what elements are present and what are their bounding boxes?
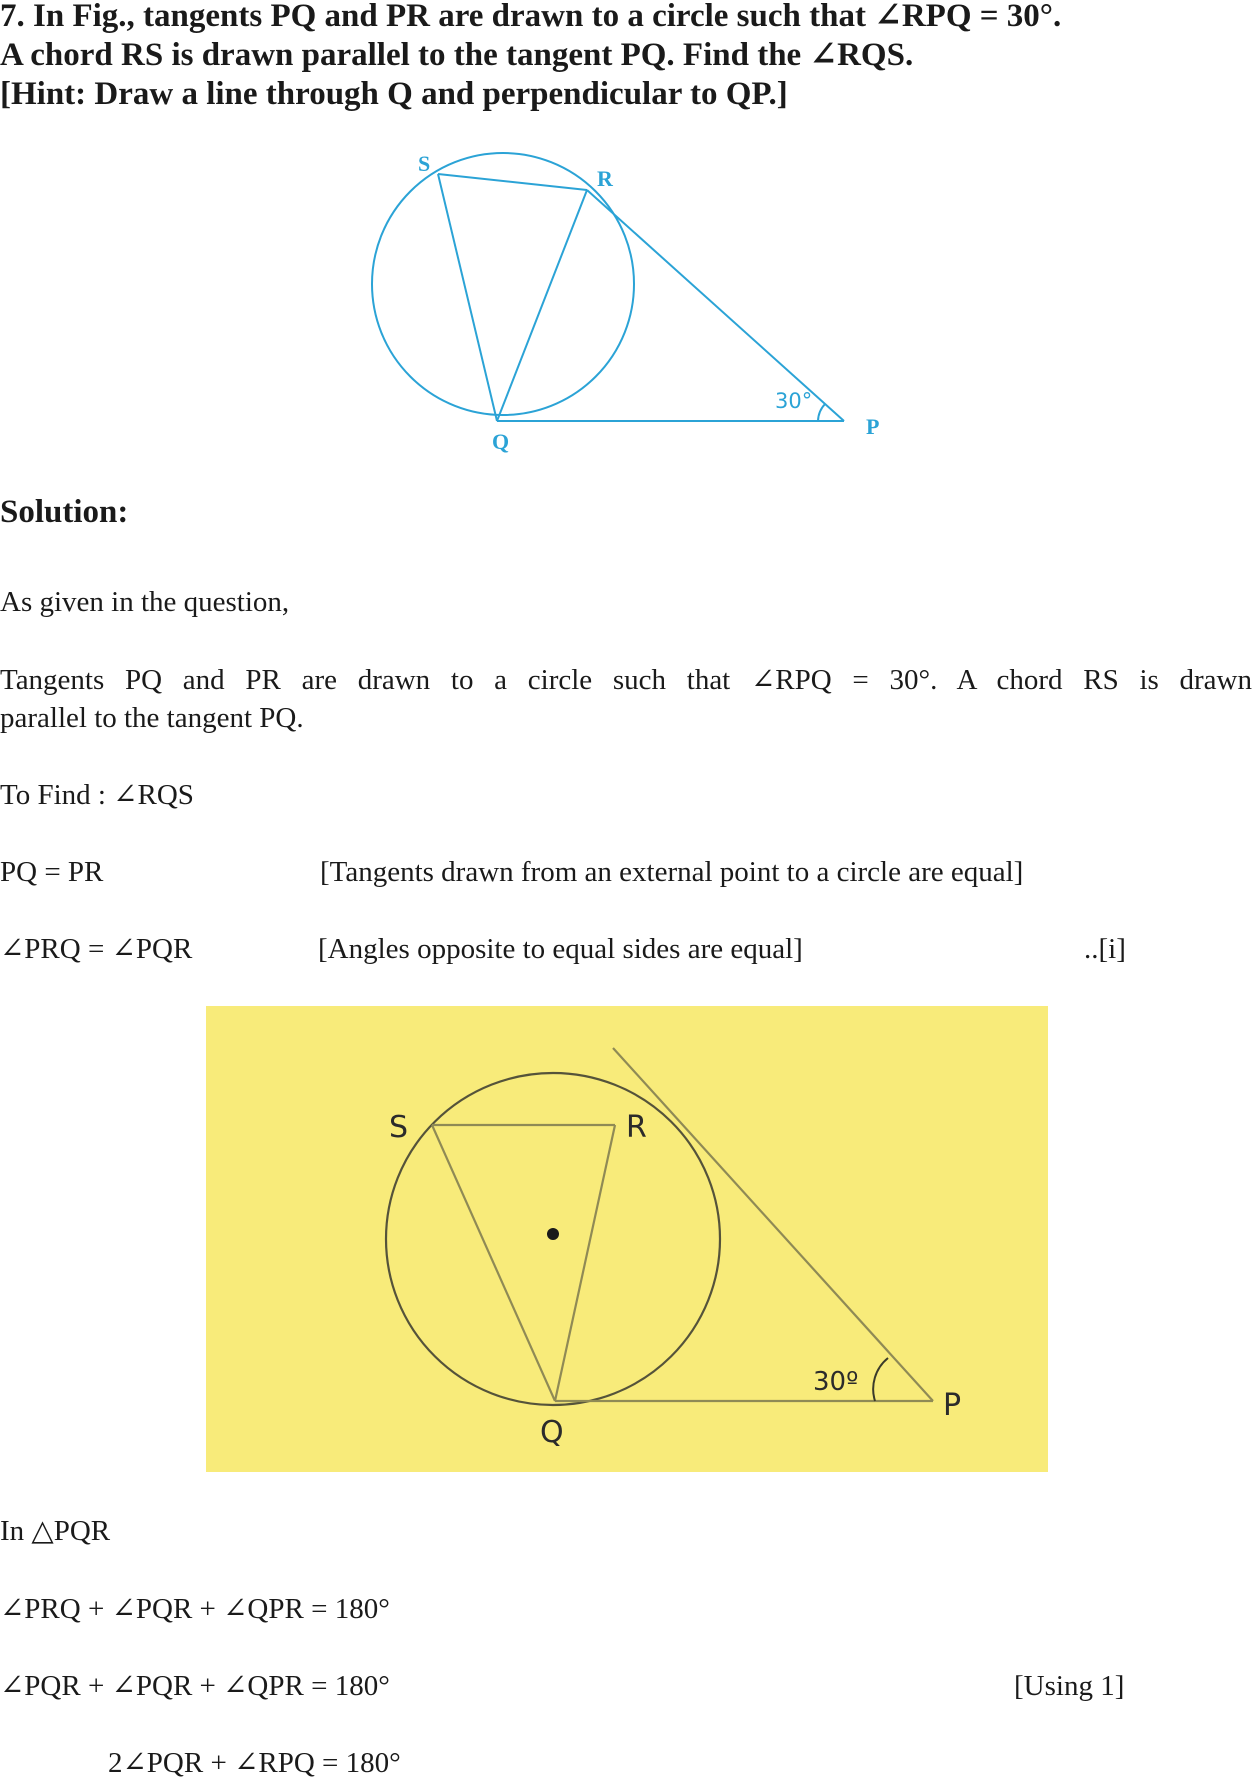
step-1-lhs: PQ = PR bbox=[0, 856, 104, 888]
figure-1-diagram bbox=[0, 0, 1252, 460]
step-2-ref: ..[i] bbox=[1084, 933, 1126, 965]
chord-rq bbox=[497, 190, 587, 421]
given-intro: As given in the question, bbox=[0, 586, 290, 618]
step-2-reason: [Angles opposite to equal sides are equal] bbox=[318, 933, 803, 965]
given-line-2: parallel to the tangent PQ. bbox=[0, 702, 304, 734]
triangle-intro: In △PQR bbox=[0, 1515, 111, 1547]
chord-rs bbox=[438, 174, 587, 190]
label-p: P bbox=[943, 1388, 962, 1423]
circle bbox=[372, 153, 634, 415]
center-point bbox=[547, 1228, 559, 1240]
label-s: S bbox=[418, 151, 431, 176]
angle-label: 30° bbox=[775, 389, 813, 413]
given-line-1: Tangents PQ and PR are drawn to a circle such that ∠RPQ = 30°. A chord RS is drawn bbox=[0, 664, 1252, 696]
question-line-1: 7. In Fig., tangents PQ and PR are drawn to a circle such that ∠RPQ = 30°. bbox=[0, 0, 1062, 34]
solution-heading: Solution: bbox=[0, 494, 129, 530]
equation-1: ∠PRQ + ∠PQR + ∠QPR = 180° bbox=[0, 1593, 390, 1625]
label-p: P bbox=[866, 414, 880, 439]
label-r: R bbox=[597, 166, 613, 191]
chord-sq bbox=[438, 174, 497, 421]
question-line-2: A chord RS is drawn parallel to the tangent PQ. Find the ∠RQS. bbox=[0, 37, 914, 73]
equation-2-reason: [Using 1] bbox=[1014, 1670, 1125, 1702]
equation-3: 2∠PQR + ∠RPQ = 180° bbox=[108, 1747, 401, 1779]
to-find: To Find : ∠RQS bbox=[0, 779, 194, 811]
step-1-reason: [Tangents drawn from an external point to a circle are equal] bbox=[320, 856, 1024, 888]
label-q: Q bbox=[492, 429, 510, 454]
angle-label: 30º bbox=[813, 1367, 859, 1397]
label-r: R bbox=[626, 1110, 647, 1145]
label-q: Q bbox=[540, 1415, 564, 1450]
step-2-lhs: ∠PRQ = ∠PQR bbox=[0, 933, 193, 965]
question-line-3: [Hint: Draw a line through Q and perpendicular to QP.] bbox=[0, 76, 788, 112]
tangent-pr bbox=[587, 190, 844, 421]
equation-2: ∠PQR + ∠PQR + ∠QPR = 180° bbox=[0, 1670, 390, 1702]
figure-2-diagram bbox=[206, 1006, 1048, 1472]
label-s: S bbox=[389, 1110, 409, 1145]
angle-arc bbox=[818, 404, 825, 421]
